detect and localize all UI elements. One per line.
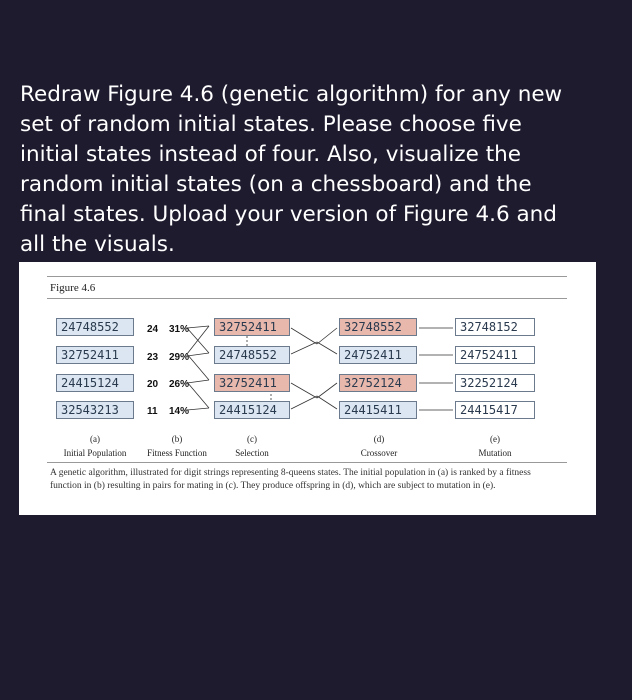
cross-line: [291, 328, 317, 344]
mutation-cell: 32252124: [455, 374, 535, 392]
column-name: Initial Population: [63, 448, 127, 458]
question-line: random initial states (on a chessboard) and the: [20, 172, 532, 197]
arrow-line: [187, 408, 209, 410]
arrow-line: [187, 353, 209, 356]
selection-cell: 24415124: [214, 401, 290, 419]
arrow-line: [187, 354, 209, 380]
caption-rule: [47, 462, 567, 463]
fitness-score: 23: [147, 352, 159, 363]
cross-line: [317, 396, 337, 409]
selection-cell: 32752411: [214, 318, 290, 336]
population-cell: 32543213: [56, 401, 134, 419]
fitness-percent: 26%: [169, 379, 190, 390]
population-cell: 24415124: [56, 374, 134, 392]
column-name: Selection: [235, 448, 269, 458]
fitness-score: 20: [147, 379, 159, 390]
figure-label: Figure 4.6: [50, 282, 96, 294]
mutation-cell: 24752411: [455, 346, 535, 364]
question-line: set of random initial states. Please choose five: [20, 112, 522, 137]
fitness-percent: 14%: [169, 406, 190, 417]
question-line: all the visuals.: [20, 232, 175, 257]
cross-line: [317, 383, 337, 398]
column-letter: (a): [90, 434, 100, 444]
population-cell: 32752411: [56, 346, 134, 364]
question-text: [20, 80, 612, 260]
cross-line: [291, 396, 317, 409]
cross-line: [291, 342, 317, 354]
crossover-cell: 24415411: [339, 401, 417, 419]
crossover-cell: 32752124: [339, 374, 417, 392]
fitness-percent: 29%: [169, 352, 190, 363]
column-name: Fitness Function: [147, 448, 207, 458]
column-letter: (d): [373, 434, 385, 444]
cross-line: [291, 383, 317, 398]
question-line: Redraw Figure 4.6 (genetic algorithm) for any new: [20, 82, 563, 107]
question-line: initial states instead of four. Also, visualize the: [20, 142, 521, 167]
column-letter: (c): [247, 434, 257, 444]
selection-cell: 32752411: [214, 374, 290, 392]
crossover-cell: 24752411: [339, 346, 417, 364]
mutation-cell: 24415417: [455, 401, 535, 419]
column-name: Mutation: [478, 448, 512, 458]
mutation-cell: 32748152: [455, 318, 535, 336]
fitness-score: 24: [147, 324, 159, 335]
crossover-cell: 32748552: [339, 318, 417, 336]
figure-image: [19, 262, 596, 515]
column-letter: (b): [171, 434, 183, 444]
column-letter: (e): [490, 434, 500, 444]
arrow-line: [187, 326, 209, 328]
column-name: Crossover: [360, 448, 398, 458]
fitness-percent: 31%: [169, 324, 190, 335]
fitness-score: 11: [147, 406, 158, 417]
cross-line: [317, 342, 337, 354]
arrow-line: [187, 380, 209, 383]
arrow-line: [187, 382, 209, 408]
figure-caption: A genetic algorithm, illustrated for digit strings representing 8-queens states. The initial population in (a) is ranked by a fitness function in (b) resulting in pairs for mating in (c). They produce offspring in (d), which are subject to mutation in (e).: [50, 468, 531, 491]
selection-cell: 24748552: [214, 346, 290, 364]
cross-line: [317, 328, 337, 344]
population-cell: 24748552: [56, 318, 134, 336]
question-line: final states. Upload your version of Figure 4.6 and: [20, 202, 557, 227]
